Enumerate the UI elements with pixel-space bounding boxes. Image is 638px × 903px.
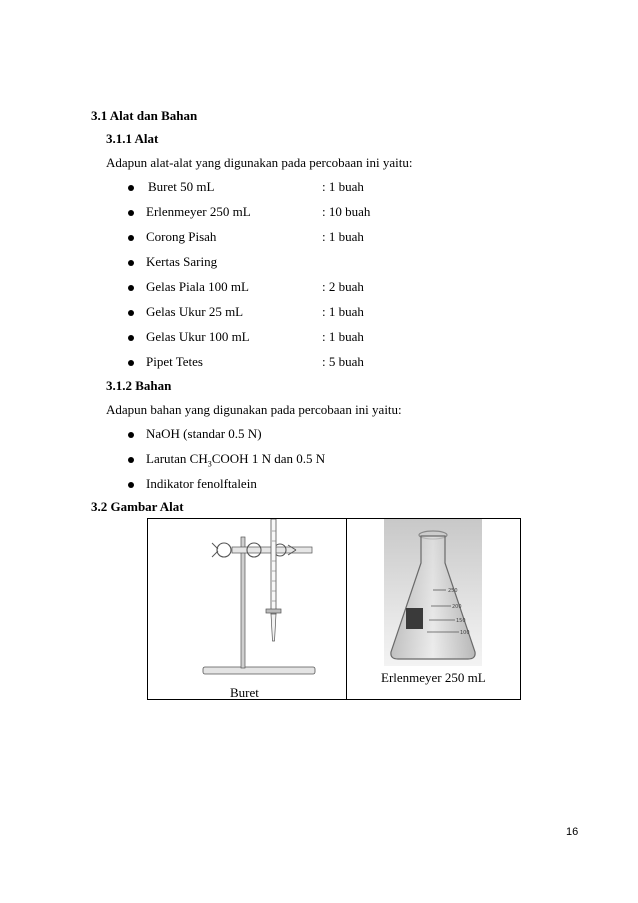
list-item-qty: : 1 buah: [322, 329, 364, 344]
bahan-intro: Adapun bahan yang digunakan pada percobaan ini yaitu:: [106, 402, 402, 417]
bullet-icon: [128, 285, 134, 291]
bullet-icon: [128, 482, 134, 488]
flask-mark-250: 250: [448, 588, 458, 594]
bullet-icon: [128, 432, 134, 438]
section-title-3-2: 3.2 Gambar Alat: [91, 499, 184, 514]
list-item-name: Gelas Ukur 25 mL: [146, 304, 244, 319]
subsection-title-3-1-1: 3.1.1 Alat: [106, 131, 159, 146]
bullet-icon: [128, 185, 134, 191]
figure-table: [147, 518, 521, 700]
caption-erlenmeyer: Erlenmeyer 250 mL: [381, 670, 486, 685]
list-item-name: Erlenmeyer 250 mL: [146, 204, 251, 219]
list-item-qty: : 1 buah: [322, 304, 364, 319]
list-item-name: Gelas Ukur 100 mL: [146, 329, 250, 344]
list-item-name: Indikator fenolftalein: [146, 476, 257, 491]
bullet-icon: [128, 335, 134, 341]
list-item-qty: : 2 buah: [322, 279, 364, 294]
list-item-name: NaOH (standar 0.5 N): [146, 426, 262, 441]
section-title-3-1: 3.1 Alat dan Bahan: [91, 108, 198, 123]
list-item-qty: : 1 buah: [322, 229, 364, 244]
table-divider: [346, 519, 347, 699]
bullet-icon: [128, 210, 134, 216]
bullet-icon: [128, 360, 134, 366]
list-item-name: Gelas Piala 100 mL: [146, 279, 249, 294]
list-item-qty: : 5 buah: [322, 354, 364, 369]
caption-buret: Buret: [230, 685, 259, 700]
flask-mark-100: 100: [460, 630, 470, 636]
bullet-icon: [128, 310, 134, 316]
erlenmeyer-flask-photo: [384, 519, 482, 666]
alat-intro: Adapun alat-alat yang digunakan pada percobaan ini yaitu:: [106, 155, 413, 170]
page-number: 16: [566, 826, 579, 838]
burette-stand-illustration: [188, 519, 338, 684]
list-item-name: Corong Pisah: [146, 229, 217, 244]
flask-mark-150: 150: [456, 618, 466, 624]
bullet-icon: [128, 260, 134, 266]
list-item-name: Kertas Saring: [146, 254, 218, 269]
list-item-name: Larutan $CH_3COOH$ 1 N dan 0.5 N: [146, 451, 326, 469]
flask-mark-200: 200: [452, 604, 462, 610]
subsection-title-3-1-2: 3.1.2 Bahan: [106, 378, 172, 393]
bullet-icon: [128, 457, 134, 463]
list-item-qty: : 1 buah: [322, 179, 364, 194]
bullet-icon: [128, 235, 134, 241]
list-item-name: Buret 50 mL: [148, 179, 215, 194]
list-item-qty: : 10 buah: [322, 204, 371, 219]
list-item-name: Pipet Tetes: [146, 354, 203, 369]
